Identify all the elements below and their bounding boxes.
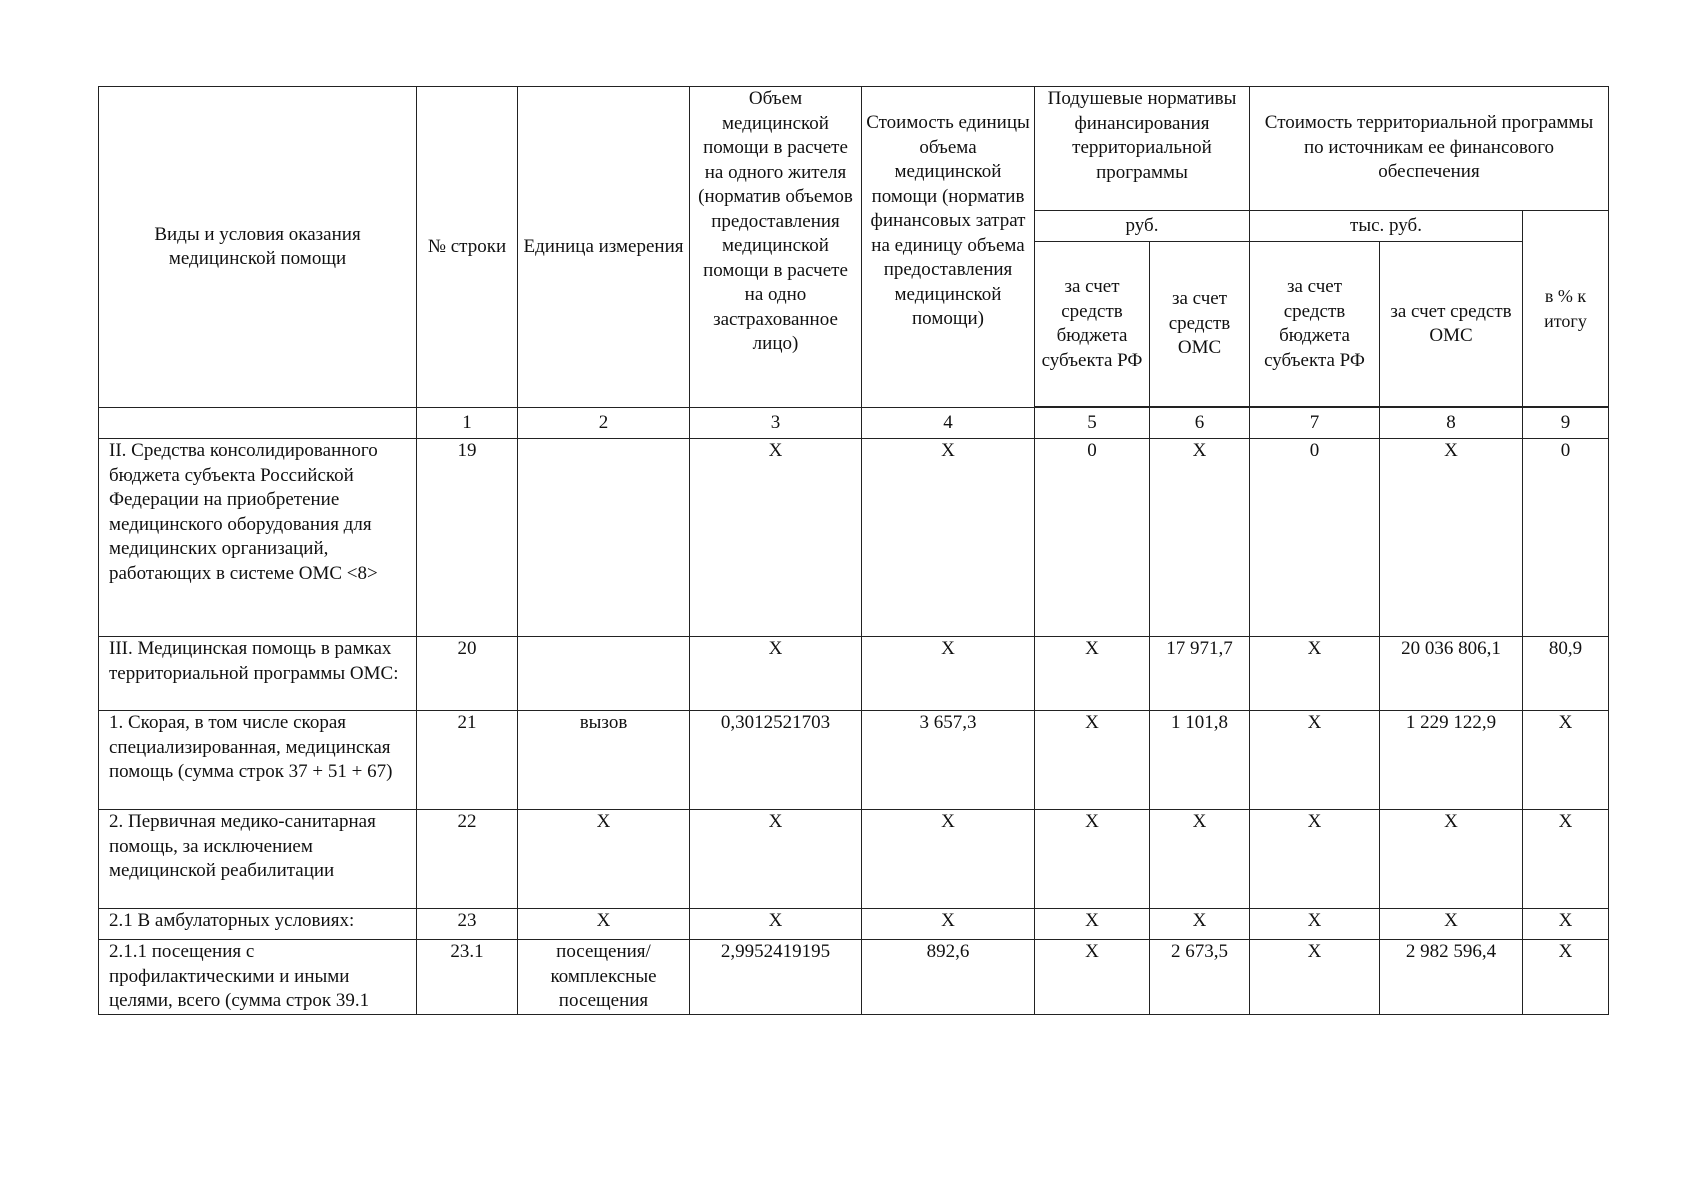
row-volume: 2,9952419195 — [690, 940, 862, 1015]
num-col-8: 8 — [1380, 408, 1523, 439]
row-cost: X — [862, 439, 1035, 637]
row-number: 20 — [417, 637, 518, 711]
row-budget-thousand: X — [1250, 637, 1380, 711]
header-oms-thousand: за счет средств ОМС — [1380, 242, 1523, 407]
num-col-9: 9 — [1523, 408, 1609, 439]
num-col-7: 7 — [1250, 408, 1380, 439]
row-unit: вызов — [518, 711, 690, 810]
header-total-cost: Стоимость территориальной программы по источникам ее финансового обеспечения — [1250, 87, 1609, 211]
table-row — [99, 810, 1609, 909]
header-volume: Объем медицинской помощи в расчете на одного жителя (норматив объемов предоставления медицинской помощи в расчете на одно застрахованное лицо) — [690, 87, 862, 408]
row-number: 19 — [417, 439, 518, 637]
row-number: 23 — [417, 909, 518, 940]
header-row-no: № строки — [417, 87, 518, 408]
row-oms-rub: 2 673,5 — [1150, 940, 1250, 1015]
num-col-5: 5 — [1035, 408, 1150, 439]
row-unit — [518, 637, 690, 711]
row-budget-rub: X — [1035, 711, 1150, 810]
row-percent: 80,9 — [1523, 637, 1609, 711]
num-col-3: 3 — [690, 408, 862, 439]
row-name: 1. Скорая, в том числе скорая специализированная, медицинская помощь (сумма строк 37 + 51 + 67) — [99, 711, 417, 810]
row-volume: X — [690, 637, 862, 711]
header-kind: Виды и условия оказания медицинской помощи — [99, 87, 417, 408]
num-col-4: 4 — [862, 408, 1035, 439]
row-budget-thousand: X — [1250, 711, 1380, 810]
row-percent: X — [1523, 711, 1609, 810]
row-cost: 3 657,3 — [862, 711, 1035, 810]
table-row — [99, 909, 1609, 940]
row-budget-thousand: X — [1250, 909, 1380, 940]
header-per-capita: Подушевые нормативы финансирования территориальной программы — [1035, 87, 1250, 211]
row-oms-rub: 1 101,8 — [1150, 711, 1250, 810]
row-cost: 892,6 — [862, 940, 1035, 1015]
row-percent: X — [1523, 940, 1609, 1015]
table-row — [99, 439, 1609, 637]
header-row-1 — [99, 87, 1609, 211]
row-oms-thousand: 2 982 596,4 — [1380, 940, 1523, 1015]
num-col-1: 1 — [417, 408, 518, 439]
row-unit: X — [518, 810, 690, 909]
row-budget-thousand: X — [1250, 810, 1380, 909]
row-percent: X — [1523, 810, 1609, 909]
row-volume: X — [690, 439, 862, 637]
row-name: III. Медицинская помощь в рамках территориальной программы ОМС: — [99, 637, 417, 711]
num-col-0 — [99, 408, 417, 439]
header-thousand-rub: тыс. руб. — [1250, 211, 1523, 242]
row-unit — [518, 439, 690, 637]
row-cost: X — [862, 909, 1035, 940]
table-row — [99, 637, 1609, 711]
row-oms-rub: X — [1150, 810, 1250, 909]
row-budget-rub: X — [1035, 940, 1150, 1015]
row-oms-thousand: X — [1380, 439, 1523, 637]
row-name: 2. Первичная медико-санитарная помощь, за исключением медицинской реабилитации — [99, 810, 417, 909]
row-volume: X — [690, 909, 862, 940]
header-percent: в % к итогу — [1523, 211, 1609, 407]
row-percent: 0 — [1523, 439, 1609, 637]
row-volume: X — [690, 810, 862, 909]
table-row — [99, 711, 1609, 810]
header-unit: Единица измерения — [518, 87, 690, 408]
row-name: 2.1 В амбулаторных условиях: — [99, 909, 417, 940]
num-col-2: 2 — [518, 408, 690, 439]
row-oms-thousand: X — [1380, 909, 1523, 940]
table-row — [99, 940, 1609, 1015]
header-rub: руб. — [1035, 211, 1250, 242]
header-budget-thousand: за счет средств бюджета субъекта РФ — [1250, 242, 1380, 407]
row-oms-thousand: 20 036 806,1 — [1380, 637, 1523, 711]
row-budget-thousand: X — [1250, 940, 1380, 1015]
row-unit: X — [518, 909, 690, 940]
numbering-row — [99, 408, 1609, 439]
row-number: 21 — [417, 711, 518, 810]
row-cost: X — [862, 637, 1035, 711]
row-percent: X — [1523, 909, 1609, 940]
row-oms-thousand: 1 229 122,9 — [1380, 711, 1523, 810]
row-budget-thousand: 0 — [1250, 439, 1380, 637]
row-budget-rub: X — [1035, 909, 1150, 940]
financing-table — [98, 86, 1609, 1015]
row-volume: 0,3012521703 — [690, 711, 862, 810]
row-oms-rub: 17 971,7 — [1150, 637, 1250, 711]
row-oms-rub: X — [1150, 439, 1250, 637]
row-budget-rub: X — [1035, 810, 1150, 909]
row-oms-thousand: X — [1380, 810, 1523, 909]
row-unit: посещения/ комплексные посещения — [518, 940, 690, 1015]
row-budget-rub: X — [1035, 637, 1150, 711]
row-budget-rub: 0 — [1035, 439, 1150, 637]
row-cost: X — [862, 810, 1035, 909]
header-cost: Стоимость единицы объема медицинской помощи (норматив финансовых затрат на единицу объема предоставления медицинской помощи) — [862, 87, 1035, 408]
row-number: 23.1 — [417, 940, 518, 1015]
header-oms-rub: за счет средств ОМС — [1150, 242, 1250, 407]
row-oms-rub: X — [1150, 909, 1250, 940]
row-name: II. Средства консолидированного бюджета субъекта Российской Федерации на приобретение медицинского оборудования для медицинских организаций, работающих в системе ОМС <8> — [99, 439, 417, 637]
row-number: 22 — [417, 810, 518, 909]
num-col-6: 6 — [1150, 408, 1250, 439]
row-name: 2.1.1 посещения с профилактическими и иными целями, всего (сумма строк 39.1 — [99, 940, 417, 1015]
header-budget-rub: за счет средств бюджета субъекта РФ — [1035, 242, 1150, 407]
